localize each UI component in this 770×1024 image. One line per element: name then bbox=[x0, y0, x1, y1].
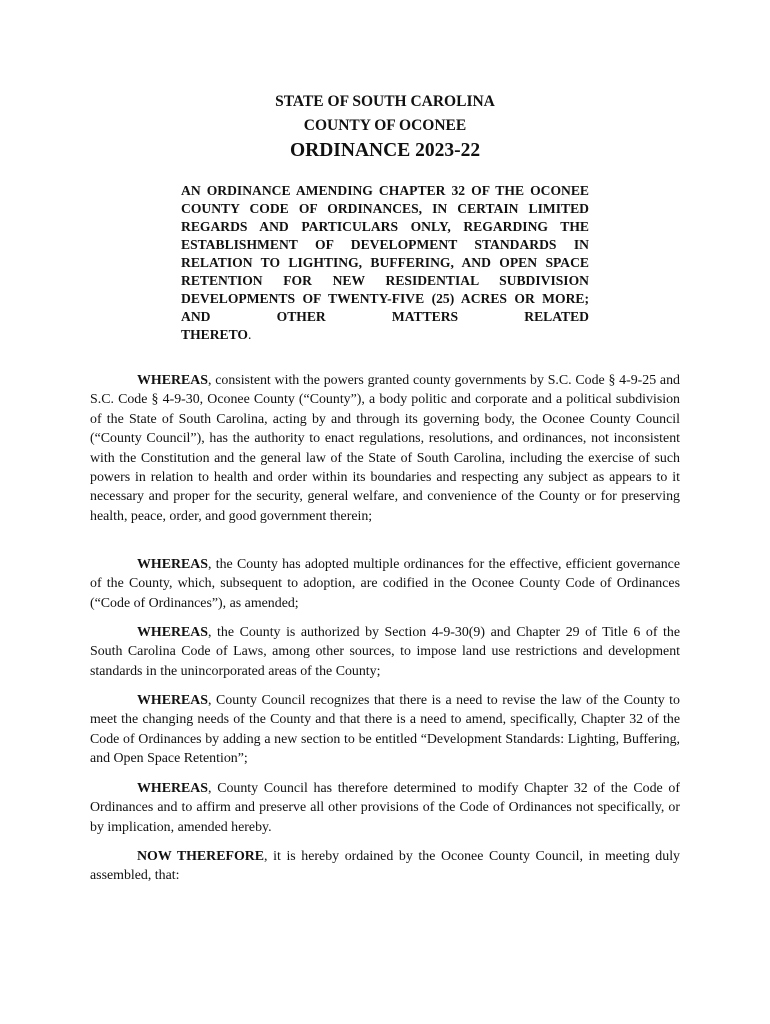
whereas-paragraph-5 bbox=[90, 779, 680, 837]
paragraph-lead: WHEREAS bbox=[137, 373, 209, 388]
paragraph-lead: WHEREAS bbox=[137, 781, 209, 796]
paragraph-text: , County Council recognizes that there is a need to revise the law of the County to meet the changing needs of the County and that there is a need to amend, specifically, Chapter 32 of the Code of Ordinances by adding a new section to be entitled “Development Standards: Lighting, Buffering, and Open Space Retention”; bbox=[90, 693, 680, 767]
caption-last-word: THERETO bbox=[181, 327, 248, 342]
paragraph-lead: NOW THEREFORE bbox=[137, 849, 265, 864]
paragraph-text: , the County is authorized by Section 4-9-30(9) and Chapter 29 of Title 6 of the South Carolina Code of Laws, among other sources, to impose land use restrictions and development standards in the unincorporated areas of the County; bbox=[90, 625, 680, 679]
paragraph-text: , consistent with the powers granted county governments by S.C. Code § 4-9-25 and S.C. Code § 4-9-30, Oconee County (“County”), a body politic and corporate and a political subdivision of the State of South Carolina, acting by and through its governing body, the Oconee County Council (“County Council”), has the authority to enact regulations, resolutions, and ordinances, not inconsistent with the Constitution and the general law of the State of South Carolina, including the exercise of such powers in relation to health and order within its boundaries and respecting any subject as appears to it necessary and proper for the security, general welfare, and convenience of the County or for preserving health, peace, order, and good government therein; bbox=[90, 373, 680, 524]
paragraph-text: , the County has adopted multiple ordinances for the effective, efficient governance of the County, which, subsequent to adoption, are codified in the Oconee County Code of Ordinances (“Code of Ordinances”), as amended; bbox=[90, 557, 680, 611]
whereas-paragraph-4 bbox=[90, 691, 680, 769]
paragraph-text: , County Council has therefore determined to modify Chapter 32 of the Code of Ordinances and to affirm and preserve all other provisions of the Code of Ordinances not specifically, or by implication, amended hereby. bbox=[90, 781, 680, 835]
ordinance-title: ORDINANCE 2023-22 bbox=[289, 140, 481, 161]
whereas-paragraph-3 bbox=[90, 623, 680, 681]
state-heading: STATE OF SOUTH CAROLINA bbox=[275, 93, 495, 110]
caption-last-line bbox=[181, 326, 589, 344]
caption-period: . bbox=[248, 327, 252, 342]
paragraph-text: , it is hereby ordained by the Oconee County Council, in meeting duly assembled, that: bbox=[90, 849, 680, 884]
county-heading: COUNTY OF OCONEE bbox=[303, 117, 467, 134]
caption-text: AN ORDINANCE AMENDING CHAPTER 32 OF THE OCONEE COUNTY CODE OF ORDINANCES, IN CERTAIN LIMITED REGARDS AND PARTICULARS ONLY, REGARDING THE ESTABLISHMENT OF DEVELOPMENT STANDARDS IN RELATION TO LIGHTING, BUFFERING, AND OPEN SPACE RETENTION FOR NEW RESIDENTIAL SUBDIVISION DEVELOPMENTS OF TWENTY-FIVE (25) ACRES OR MORE; AND OTHER MATTERS RELATED bbox=[181, 183, 589, 324]
paragraph-lead: WHEREAS bbox=[137, 625, 209, 640]
paragraph-lead: WHEREAS bbox=[137, 557, 209, 572]
paragraph-lead: WHEREAS bbox=[137, 693, 209, 708]
whereas-paragraph-2 bbox=[90, 555, 680, 613]
now-therefore-paragraph bbox=[90, 847, 680, 886]
ordinance-caption bbox=[181, 182, 589, 344]
whereas-paragraph-1 bbox=[90, 371, 680, 526]
